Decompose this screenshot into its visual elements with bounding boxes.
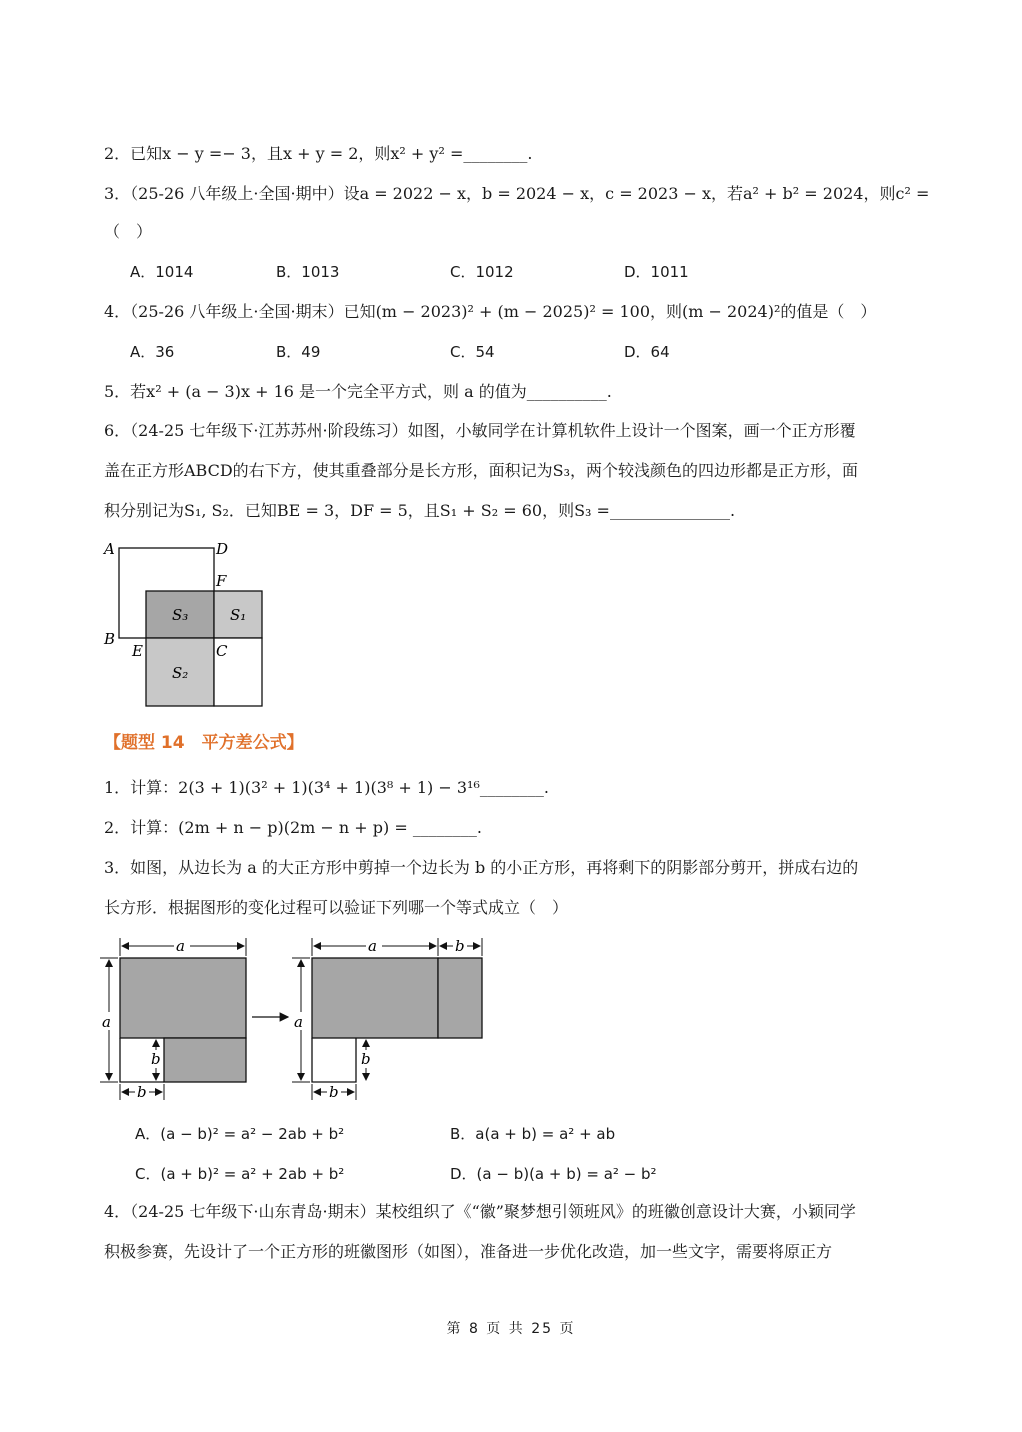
label-b-inner: b	[151, 1050, 161, 1068]
label-a-top: a	[176, 937, 185, 955]
section-question-4-line-1: 4．（24-25 七年级下·山东青岛·期末）某校组织了《“徽”聚梦想引领班风》的班徽创意设计大赛，小颖同学	[104, 1202, 856, 1221]
option-b[interactable]: B．a(a + b) = a² + ab	[450, 1125, 616, 1143]
question-4: 4．（25-26 八年级上·全国·期末）已知(m − 2023)² + (m − 2025)² = 100，则(m − 2024)²的值是（ ）	[104, 302, 877, 321]
label-a-left: a	[102, 1013, 111, 1031]
page-footer: 第 8 页 共 25 页	[446, 1321, 576, 1337]
label-b: B	[104, 630, 116, 648]
section-question-3-options	[135, 1123, 775, 1185]
question-6-line-3: 积分别记为S₁, S₂．已知BE = 3，DF = 5，且S₁ + S₂ = 60，则S₃ =_______________.	[104, 501, 736, 520]
label-b-inner-right: b	[361, 1050, 371, 1068]
option-a[interactable]: A．(a − b)² = a² − 2ab + b²	[135, 1125, 345, 1143]
option-d[interactable]: D．1011	[624, 263, 689, 281]
option-b[interactable]: B．1013	[276, 263, 340, 281]
question-2: 2．已知x − y =− 3，且x + y = 2，则x² + y² =________.	[104, 144, 533, 163]
label-a-left-right: a	[294, 1013, 303, 1031]
section-question-1: 1．计算：2(3 + 1)(3² + 1)(3⁴ + 1)(3⁸ + 1) − 3¹⁶________.	[104, 778, 549, 797]
section-question-2: 2．计算：(2m + n − p)(2m − n + p) = ________.	[104, 818, 482, 837]
label-s3: S₃	[172, 606, 189, 624]
label-s1: S₁	[230, 606, 247, 624]
question-6-line-1: 6．（24-25 七年级下·江苏苏州·阶段练习）如图，小敏同学在计算机软件上设计一个图案，画一个正方形覆	[104, 421, 856, 440]
question-5: 5．若x² + (a − 3)x + 16 是一个完全平方式，则 a 的值为__________.	[104, 382, 612, 401]
option-d[interactable]: D．(a − b)(a + b) = a² − b²	[450, 1165, 657, 1183]
option-a[interactable]: A．36	[130, 343, 175, 361]
section-question-3-line-2: 长方形．根据图形的变化过程可以验证下列哪一个等式成立（ ）	[104, 898, 569, 917]
question-4-options	[130, 341, 830, 363]
label-d: D	[216, 540, 229, 558]
label-b-bottom: b	[137, 1083, 147, 1101]
section-question-3-line-1: 3．如图，从边长为 a 的大正方形中剪掉一个边长为 b 的小正方形，再将剩下的阴影部分剪开，拼成右边的	[104, 858, 859, 877]
question-3-options	[130, 261, 830, 283]
question-6-line-2: 盖在正方形ABCD的右下方，使其重叠部分是长方形，面积记为S₃，两个较浅颜色的四边形都是正方形，面	[104, 461, 859, 480]
option-c[interactable]: C．1012	[450, 263, 514, 281]
label-b-top-right: b	[455, 937, 465, 955]
label-e: E	[132, 642, 143, 660]
option-c[interactable]: C．54	[450, 343, 495, 361]
label-a: A	[104, 540, 115, 558]
option-c[interactable]: C．(a + b)² = a² + 2ab + b²	[135, 1165, 345, 1183]
option-d[interactable]: D．64	[624, 343, 670, 361]
label-f: F	[216, 572, 227, 590]
question-3-line-2: （ ）	[104, 222, 153, 241]
label-s2: S₂	[172, 664, 189, 682]
difference-of-squares-figure	[96, 930, 496, 1110]
label-a-top-right: a	[368, 937, 377, 955]
section-question-4-line-2: 积极参赛，先设计了一个正方形的班徽图形（如图），准备进一步优化改造，加一些文字，需要将原正方	[104, 1242, 833, 1261]
option-b[interactable]: B．49	[276, 343, 321, 361]
option-a[interactable]: A．1014	[130, 263, 194, 281]
label-c: C	[216, 642, 228, 660]
square-overlap-figure	[100, 536, 270, 711]
section-title: 【题型 14 平方差公式】	[104, 733, 304, 753]
question-3-line-1: 3．（25-26 八年级上·全国·期中）设a = 2022 − x，b = 2024 − x，c = 2023 − x，若a² + b² = 2024，则c² =	[104, 184, 930, 203]
label-b-bottom-right: b	[329, 1083, 339, 1101]
